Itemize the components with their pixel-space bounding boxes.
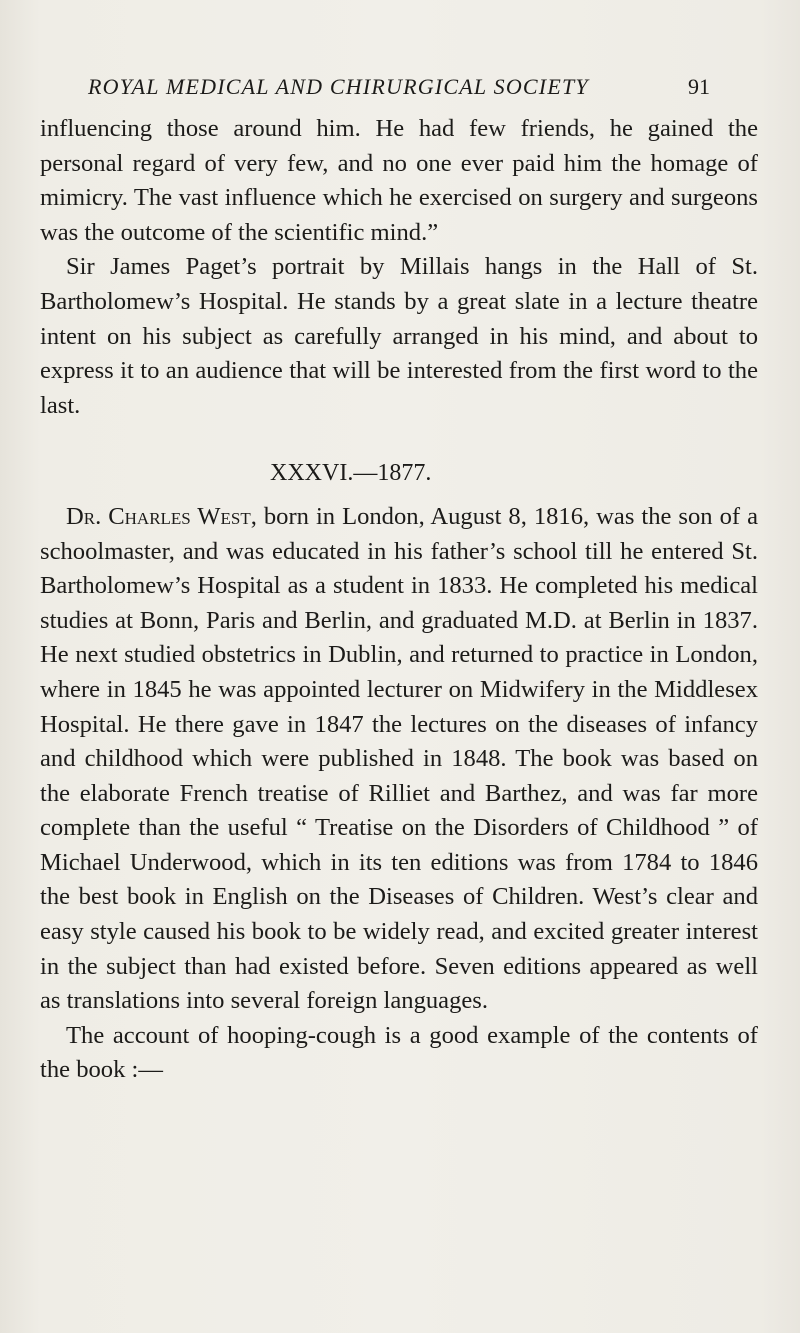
paragraph-charles-west (40, 500, 758, 1019)
running-head (88, 74, 710, 104)
body-text (40, 112, 758, 1088)
section-heading: XXXVI.—1877. (270, 460, 432, 487)
paragraph-charles-west-text: born in London, August 8, 1816, was the son of a schoolmaster, and was educated in his father’s school till he entered St. Bartholomew’s Hospital as a student in 1833. He completed his medical studies at Bonn, Paris and Berlin, and graduated M.D. at Berlin in 1837. He next studied obstetrics in Dublin, and returned to practice in London, where in 1845 he was appointed lecturer on Midwifery in the Middlesex Hospital. He there gave in 1847 the lectures on the diseases of infancy and childhood which were published in 1848. The book was based on the elaborate French treatise of Rilliet and Barthez, and was far more complete than the useful “ Treatise on the Disorders of Childhood ” of Michael Underwood, which in its ten editions was from 1784 to 1846 the best book in English on the Diseases of Children. West’s clear and easy style caused his book to be widely read, and excited greater interest in the subject than had existed before. Seven editions appeared as well as translations into several foreign languages. (40, 502, 758, 1015)
running-title: ROYAL MEDICAL AND CHIRURGICAL SOCIETY (88, 74, 589, 99)
paragraph-hooping-cough: The account of hooping-cough is a good example of the contents of the book :— (40, 1021, 758, 1084)
paragraph-continued: influencing those around him. He had few friends, he gained the personal regard of very few, and no one ever paid him the homage of mimicry. The vast influence which he exercised on surgery and surgeons was the outcome of the scientific mind.” (40, 115, 758, 246)
page-number: 91 (688, 74, 710, 99)
paragraph-paget-portrait: Sir James Paget’s portrait by Millais hangs in the Hall of St. Bartholomew’s Hospital. He stands by a great slate in a lecture theatre intent on his subject as carefully arranged in his mind, and about to express it to an audience that will be interested from the first word to the last. (40, 253, 758, 419)
subject-name: Dr. Charles West, (66, 502, 257, 530)
